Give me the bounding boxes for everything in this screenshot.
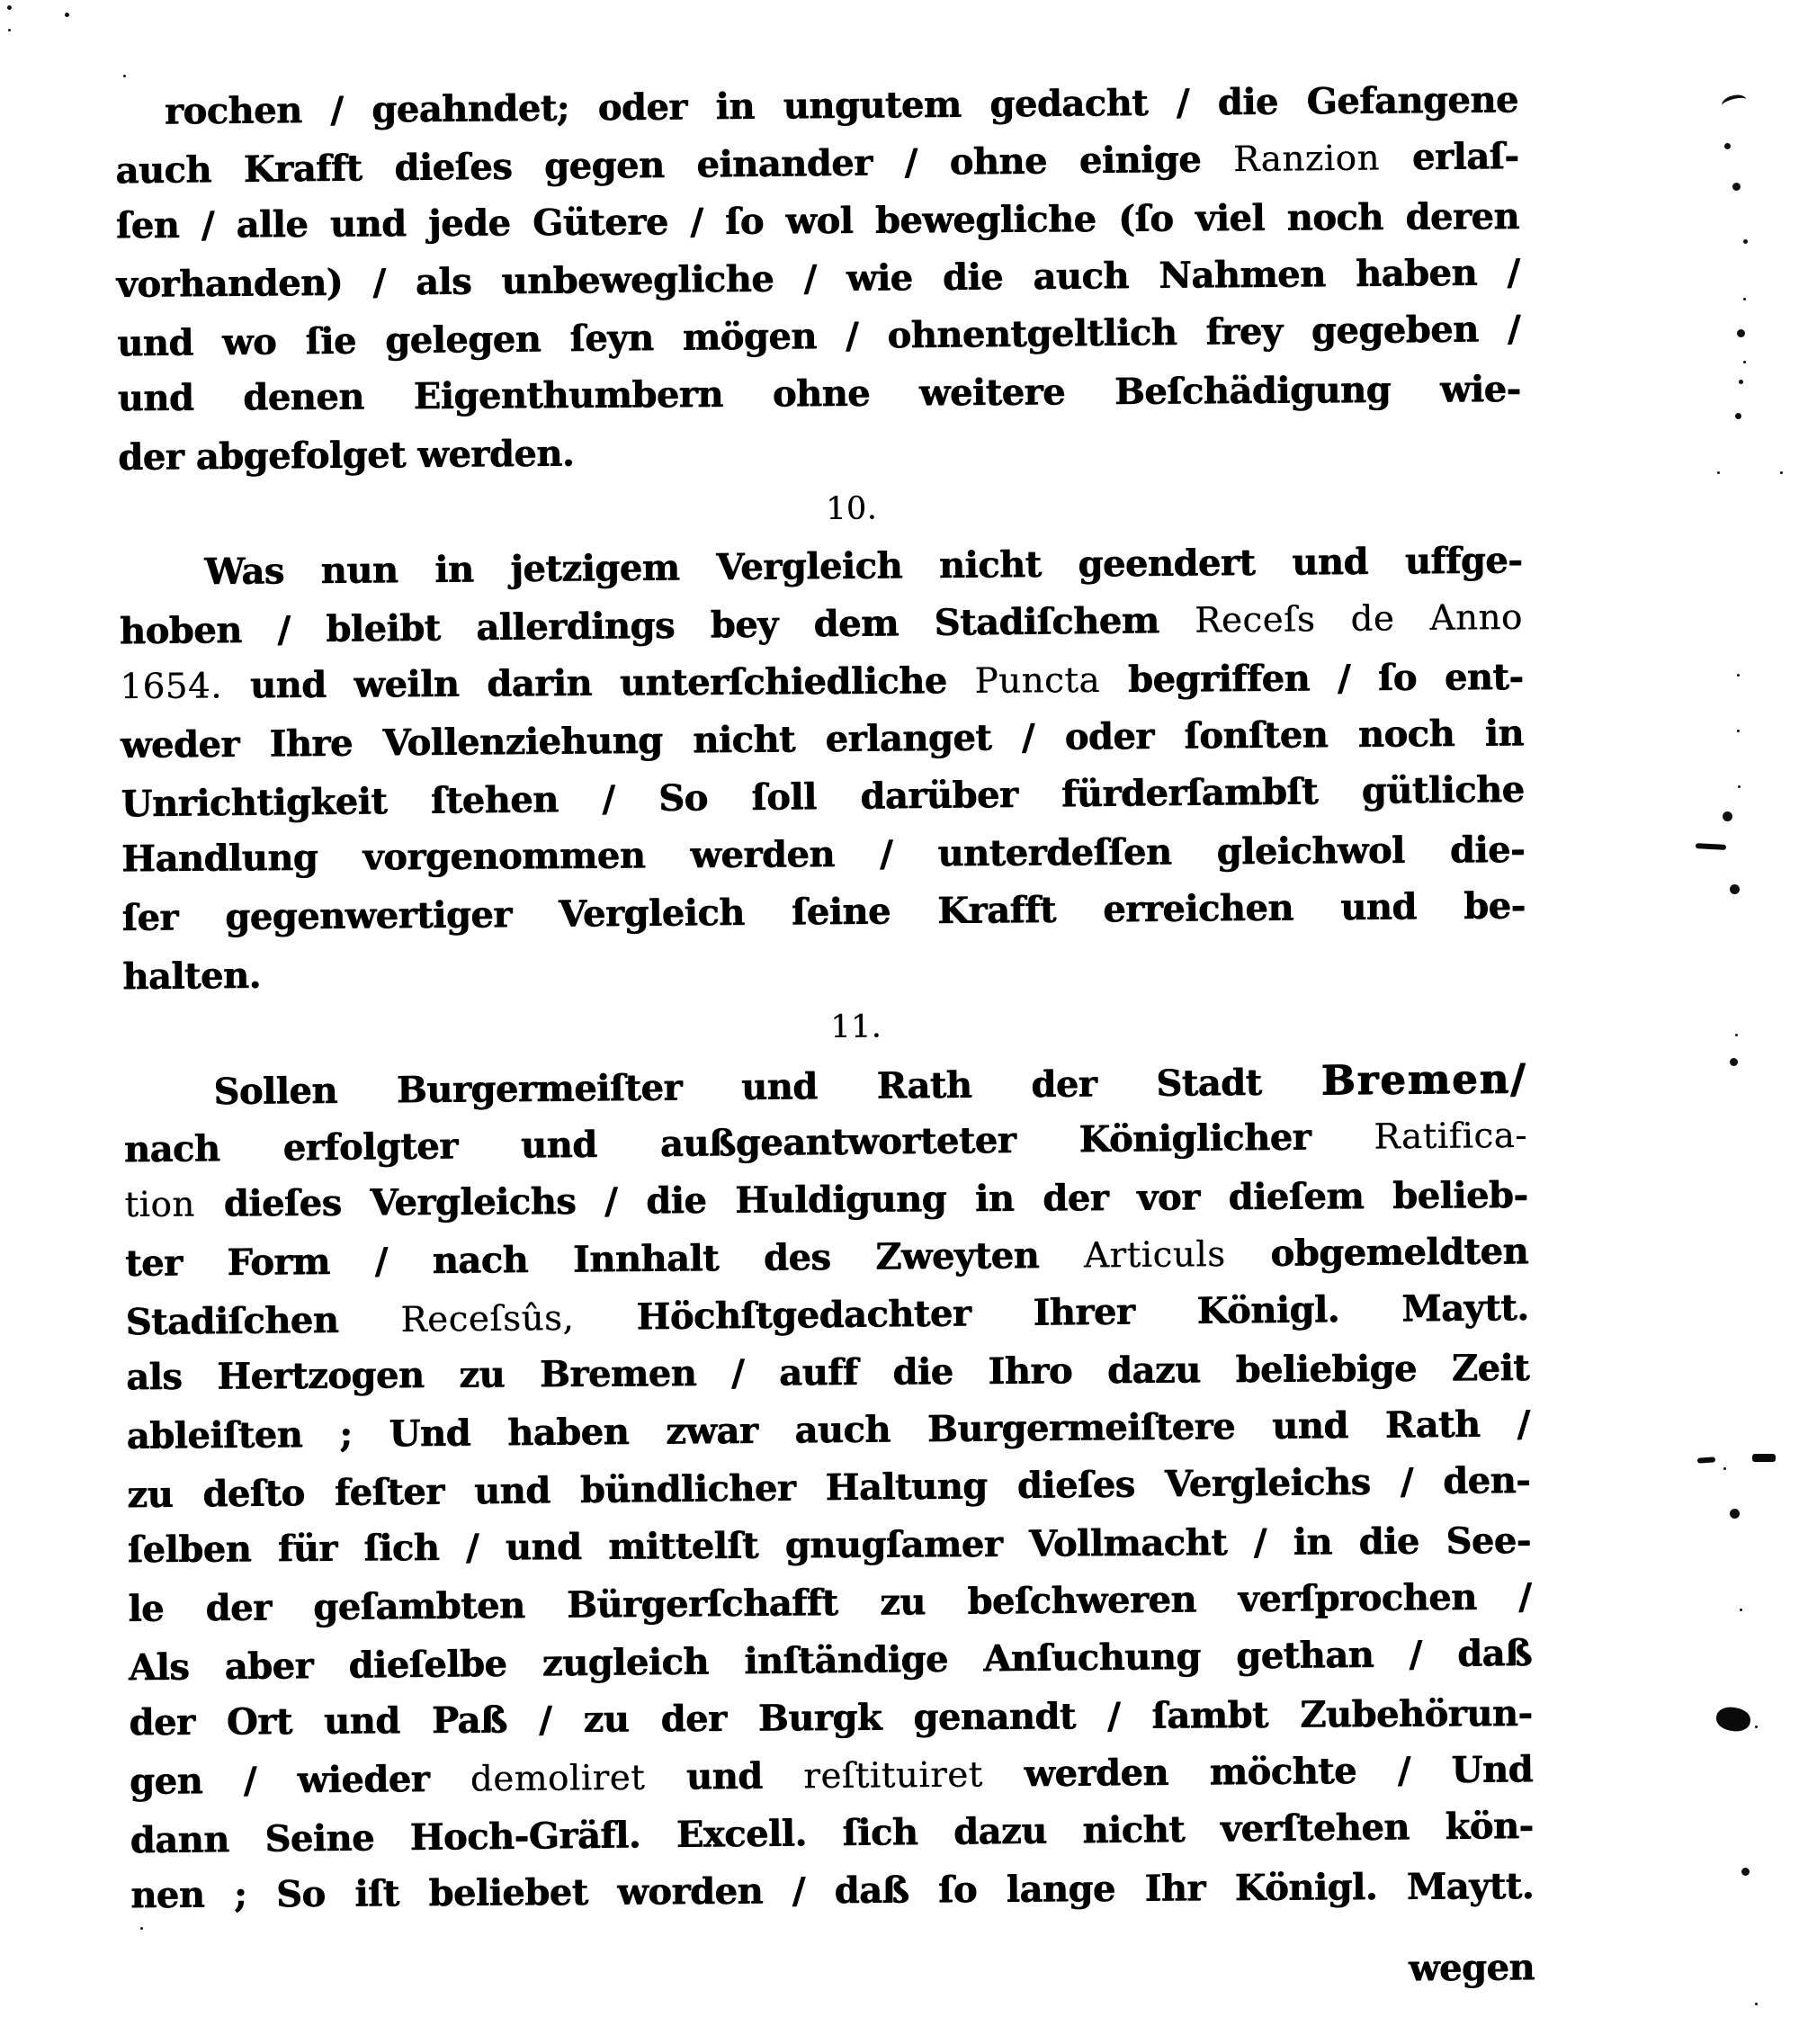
catchword	[131, 1939, 1535, 2009]
fraktur-text: halten.	[121, 954, 262, 999]
fraktur-text: ter Form / nach Innhalt des Zweyten	[124, 1233, 1085, 1285]
fraktur-text: werden möchte / Und	[982, 1748, 1534, 1796]
fraktur-text: ſelben für ſich / und mittelſt gnugſamer Vollmacht / in die See-	[127, 1519, 1531, 1572]
antiqua-text: reſtituiret	[803, 1754, 983, 1797]
fraktur-text: weder Ihre Vollenziehung nicht erlanget / oder ſonſten noch in	[120, 712, 1525, 766]
fraktur-text: und wo ſie gelegen ſeyn mögen / ohnentgeltlich frey gegeben /	[116, 307, 1521, 365]
fraktur-text: und denen Eigenthumbern ohne weitere Beſchädigung wie-	[117, 367, 1521, 420]
antiqua-text: Ratifica-	[1374, 1115, 1528, 1158]
fraktur-text: dieſes Vergleichs / die Huldigung in der vor dieſem belieb-	[194, 1173, 1528, 1225]
fraktur-text: und	[645, 1754, 804, 1798]
text-line	[116, 188, 1519, 255]
text-line	[130, 1858, 1534, 1924]
fraktur-text: ableiſten ; Und haben zwar auch Burgermeiſtere und Rath /	[126, 1403, 1530, 1457]
fraktur-text: ſen / alle und jede Gütere / ſo wol bewegliche (ſo viel noch deren	[115, 194, 1520, 247]
ink-blot	[1714, 1705, 1752, 1734]
ink-specks	[0, 0, 4, 4]
catchword-text: wegen	[1408, 1946, 1535, 1990]
ink-mark	[1697, 1457, 1715, 1463]
ink-mark	[1752, 1454, 1776, 1462]
fraktur-text: auch Krafft dieſes gegen einander / ohne einige	[115, 138, 1234, 193]
antiqua-text: demoliret	[470, 1757, 646, 1800]
fraktur-text: Höchſtgedachter Ihrer Königl. Maytt.	[573, 1286, 1529, 1339]
fraktur-text: als Hertzogen zu Bremen / auff die Ihro dazu beliebige Zeit	[125, 1346, 1530, 1399]
paragraph-9-continuation	[115, 71, 1522, 487]
text-line	[126, 1340, 1529, 1406]
fraktur-text: rochen / geahndet; oder in ungutem gedacht / die Gefangene	[164, 78, 1518, 133]
text-line	[117, 361, 1520, 427]
fraktur-text: Unrichtigkeit ſtehen / So ſoll darüber fürderſambſt gütliche	[121, 767, 1525, 826]
fraktur-text: nach erfolgter und außgeantworteter Königlicher	[123, 1115, 1374, 1171]
fraktur-text: gen / wieder	[129, 1757, 471, 1803]
text-line	[128, 1512, 1531, 1579]
ink-mark	[1696, 843, 1726, 850]
fraktur-text: der abgefolget werden.	[117, 432, 575, 479]
heading-text: 11.	[830, 1009, 882, 1045]
fraktur-text: Handlung vorgenommen werden / unterdeſſen gleichwol die-	[121, 828, 1526, 881]
article-11	[123, 1050, 1534, 1926]
text-block	[115, 71, 1535, 2009]
text-line	[120, 649, 1523, 715]
fraktur-text: der Ort und Paß / zu der Burgk genandt / ſambt Zubehörun-	[129, 1691, 1533, 1744]
fraktur-text: nen ; So iſt beliebet worden / daß ſo lange Ihr Königl. Maytt.	[130, 1864, 1535, 1917]
fraktur-text: vorhanden) / als unbewegliche / wie die auch Nahmen haben /	[116, 251, 1520, 306]
article-10	[119, 532, 1526, 1005]
heading-text: 10.	[826, 490, 878, 527]
fraktur-text: zu deſto feſter und bündlicher Haltung dieſes Vergleichs / den-	[127, 1458, 1531, 1517]
ink-mark	[1720, 93, 1748, 112]
text-line	[124, 1167, 1527, 1233]
fraktur-text: le der geſambten Bürgerſchafft zu beſchweren verſprochen /	[128, 1575, 1532, 1630]
fraktur-text: und weiln darin unterſchiedliche	[221, 659, 975, 707]
antiqua-text: Receſs de Anno	[1194, 596, 1524, 641]
emph-text: Bremen/	[1320, 1054, 1527, 1105]
fraktur-text: Was nun in jetzigem Vergleich nicht geendert und uffge-	[204, 539, 1523, 593]
fraktur-text: erlaſ-	[1379, 134, 1519, 179]
antiqua-text: Ranzion	[1232, 138, 1381, 181]
text-line	[121, 821, 1525, 888]
antiqua-text: Receſsûs,	[400, 1297, 575, 1340]
fraktur-text: obgemeldten	[1225, 1230, 1529, 1276]
antiqua-text: 1654.	[120, 666, 223, 708]
antiqua-text: Articuls	[1083, 1234, 1226, 1277]
fraktur-text: Sollen Burgermeiſter und Rath der Stadt	[213, 1061, 1321, 1113]
fraktur-text: Als aber dieſelbe zugleich inſtändige Anſuchung gethan / daß	[128, 1631, 1533, 1690]
fraktur-text: begriffen / ſo ent-	[1099, 655, 1524, 701]
antiqua-text: Puncta	[974, 659, 1101, 702]
fraktur-text: hoben / bleibt allerdings bey dem Stadiſchem	[119, 598, 1195, 653]
antiqua-text: tion	[124, 1184, 195, 1226]
fraktur-text: Stadiſchen	[125, 1297, 401, 1344]
text-line	[129, 1685, 1532, 1752]
fraktur-text: dann Seine Hoch-Gräfl. Excell. ſich dazu nicht verſtehen kön-	[130, 1804, 1534, 1862]
fraktur-text: ſer gegenwertiger Vergleich ſeine Krafft erreichen und be-	[121, 884, 1526, 939]
